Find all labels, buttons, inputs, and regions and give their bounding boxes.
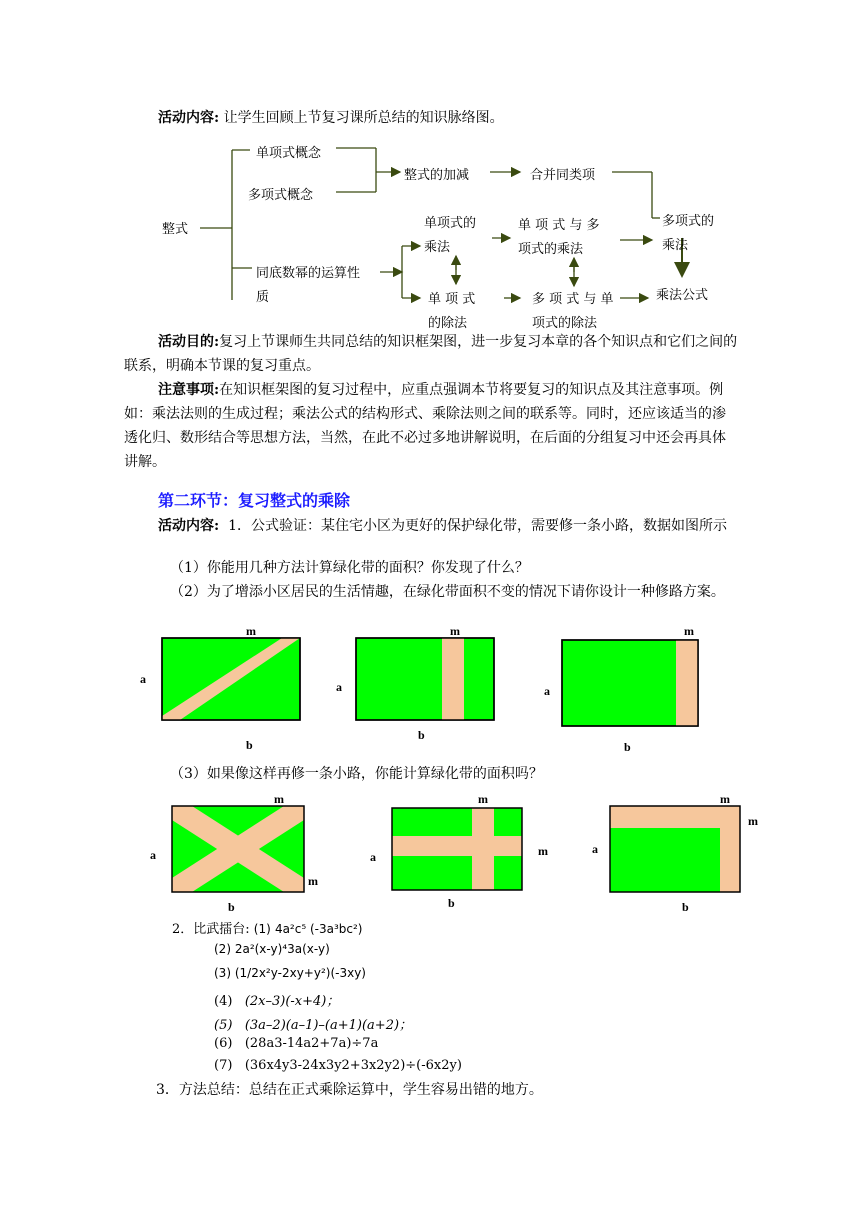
mindmap-node-power-rules-2: 质 (256, 290, 270, 305)
fig1-label-m: m (246, 624, 256, 638)
notes-paragraph (124, 378, 738, 474)
formula-1-num: (1) (253, 922, 271, 936)
question-2-text: （2）为了增添小区居民的生活情趣，在绿化带面积不变的情况下请你设计一种修路方案。 (170, 584, 725, 600)
figures-row-2 (130, 790, 750, 910)
formula-7-row (214, 1058, 462, 1073)
notes-text: 在知识框架图的复习过程中，应重点强调本节将要复习的知识点及其注意事项。例如：乘法法则的生成过程；乘法公式的结构形式、乘除法则之间的联系等。同时，还应该适当的渗透化归、数形结合等思想方法，当然，在此不必过多地讲解说明，在后面的分组复习中还会再具体讲解。 (124, 382, 726, 470)
formula-1: 4a²c⁵ (-3a³bc²) (274, 922, 363, 936)
figure-edge-path (562, 640, 698, 726)
formula-6-row (214, 1036, 378, 1051)
formula-5: (3a–2)(a–1)–(a+1)(a+2)； (244, 1018, 413, 1033)
formula-6-num: (6) (214, 1036, 233, 1051)
contest-row-1 (172, 918, 362, 937)
question-1: （1）你能用几种方法计算绿化带的面积？你发现了什么？ (170, 560, 529, 576)
section2-content-label: 活动内容: (158, 518, 220, 534)
formula-3-row (214, 966, 366, 980)
summary-paragraph: 3．方法总结：总结在正式乘除运算中，学生容易出错的地方。 (156, 1082, 543, 1098)
fig3-label-m: m (684, 624, 694, 638)
mindmap-node-poly-mono-div-1: 多 项 式 与 单 (532, 292, 614, 307)
fig1-label-b: b (246, 738, 253, 752)
figure-diagonal-path (162, 638, 300, 720)
notes-label: 注意事项: (158, 382, 220, 398)
fig3-label-b: b (624, 740, 631, 754)
formula-5-num: (5) (214, 1018, 233, 1033)
question-2 (124, 580, 738, 604)
formula-2-row (214, 942, 330, 956)
purpose-label: 活动目的: (158, 334, 220, 350)
fig2-label-b: b (418, 728, 425, 742)
fig3-label-a: a (544, 684, 550, 698)
fig4-label-m-top: m (274, 792, 284, 806)
intro-label: 活动内容: (158, 110, 220, 126)
formula-3-num: (3) (214, 966, 231, 980)
section2-title: 第二环节：复习整式的乘除 (158, 491, 351, 510)
mindmap-node-add-subtract: 整式的加减 (404, 168, 470, 183)
mindmap-node-monomial-mult-2: 乘法 (424, 240, 451, 255)
figure-l-paths (610, 806, 740, 892)
fig1-label-a: a (140, 672, 146, 686)
mindmap-node-power-rules-1: 同底数幂的运算性 (256, 266, 361, 281)
fig5-label-b: b (448, 896, 455, 910)
figure-vertical-path (356, 638, 494, 720)
fig5-label-a: a (370, 850, 376, 864)
formula-5-row (214, 1014, 412, 1033)
mindmap-node-monomial-div-1: 单 项 式 (428, 292, 476, 307)
fig2-label-m: m (450, 624, 460, 638)
fig6-label-m-top: m (720, 792, 730, 806)
mindmap-node-mono-poly-mult-2: 项式的乘法 (518, 242, 584, 257)
formula-7-num: (7) (214, 1058, 233, 1073)
figure-cross-diagonal-paths (172, 806, 304, 892)
fig4-label-b: b (228, 900, 235, 914)
formula-4-num: (4) (214, 994, 233, 1009)
fig6-label-a: a (592, 842, 598, 856)
mindmap-node-poly-mult-1: 多项式的 (662, 214, 715, 229)
formula-2-num: (2) (214, 942, 231, 956)
fig6-label-b: b (682, 900, 689, 914)
mindmap-node-monomial-mult-1: 单项式的 (424, 216, 477, 231)
contest-title: 2．比武擂台: (172, 922, 250, 937)
mindmap-root: 整式 (162, 222, 189, 237)
section2-content (124, 514, 738, 538)
formula-4: (2x–3)(-x+4)； (244, 994, 340, 1009)
mindmap-node-mult-formulas: 乘法公式 (656, 288, 709, 303)
fig5-label-m-right: m (538, 844, 548, 858)
mindmap-node-poly-mult-2: 乘法 (662, 238, 689, 253)
intro-text: 让学生回顾上节复习课所总结的知识脉络图。 (223, 110, 504, 126)
fig5-label-m-top: m (478, 792, 488, 806)
fig2-label-a: a (336, 680, 342, 694)
formula-6: (28a3-14a2+7a)÷7a (244, 1036, 379, 1051)
mindmap-node-polynomial-concept: 多项式概念 (248, 188, 314, 203)
fig4-label-a: a (150, 848, 156, 862)
formula-7: (36x4y3-24x3y2+3x2y2)÷(-6x2y) (244, 1058, 462, 1073)
mindmap-node-monomial-concept: 单项式概念 (256, 146, 322, 161)
figures-row-1 (130, 620, 730, 760)
section2-content-text: 1．公式验证：某住宅小区为更好的保护绿化带，需要修一条小路，数据如图所示 (228, 518, 727, 534)
figure-plus-paths (392, 808, 522, 890)
formula-3: (1/2x²y-2xy+y²)(-3xy) (234, 966, 366, 980)
mindmap-node-mono-poly-mult-1: 单 项 式 与 多 (518, 218, 600, 233)
formula-2: 2a²(x-y)⁴3a(x-y) (234, 942, 330, 956)
mindmap-node-combine-like-terms: 合并同类项 (530, 168, 596, 183)
mindmap-node-monomial-div-2: 的除法 (428, 316, 468, 331)
purpose-text: 复习上节课师生共同总结的知识框架图，进一步复习本章的各个知识点和它们之间的联系，明确本节课的复习重点。 (124, 334, 738, 374)
fig4-label-m-right: m (308, 874, 318, 888)
question-3: （3）如果像这样再修一条小路，你能计算绿化带的面积吗？ (170, 766, 543, 782)
fig6-label-m-right: m (748, 814, 758, 828)
mindmap-node-poly-mono-div-2: 项式的除法 (532, 316, 598, 331)
formula-4-row (214, 990, 339, 1009)
purpose-paragraph (124, 330, 738, 378)
